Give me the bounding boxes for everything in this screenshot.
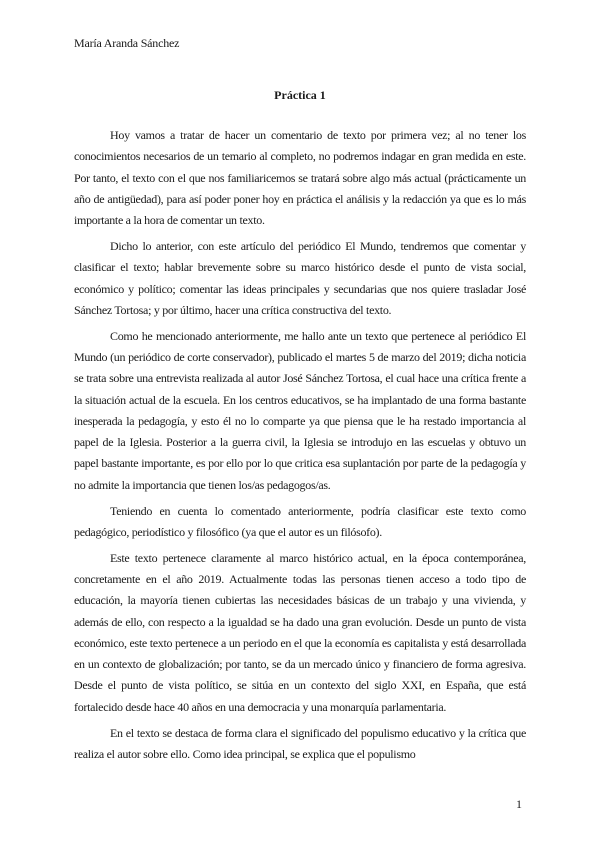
document-body: [74, 125, 526, 770]
header-author: María Aranda Sánchez: [74, 36, 180, 50]
paragraph-3: Como he mencionado anteriormente, me hallo ante un texto que pertenece al periódico El Mundo (un periódico de corte conservador), publicado el martes 5 de marzo del 2019; dicha noticia se trata sobre una entrevista realizada al autor José Sánchez Tortosa, el cual hace una crítica frente a la situación actual de la escuela. En los centros educativos, se ha implantado de una forma bastante inesperada la pedagogía, y esto él no lo comparte ya que piensa que le ha restado importancia al papel de la Iglesia. Posterior a la guerra civil, la Iglesia se introdujo en las escuelas y obtuvo un papel bastante importante, es por ello por lo que critica esa suplantación por parte de la pedagogía y no admite la importancia que tienen los/as pedagogos/as.: [74, 328, 526, 492]
paragraph-2: Dicho lo anterior, con este artículo del periódico El Mundo, tendremos que comentar y clasificar el texto; hablar brevemente sobre su marco histórico desde el punto de vista social, económico y político; comentar las ideas principales y secundarias que nos quiere trasladar José Sánchez Tortosa; y por último, hacer una crítica constructiva del texto.: [74, 238, 526, 317]
page-number: 1: [516, 797, 522, 811]
paragraph-4: Teniendo en cuenta lo comentado anteriormente, podría clasificar este texto como pedagógico, periodístico y filosófico (ya que el autor es un filósofo).: [74, 503, 526, 539]
paragraph-5: Este texto pertenece claramente al marco histórico actual, en la época contemporánea, concretamente en el año 2019. Actualmente todas las personas tienen acceso a todo tipo de educación, la mayoría tienen cubiertas las necesidades básicas de un trabajo y una vivienda, y además de ello, con respecto a la igualdad se ha dado una gran evolución. Desde un punto de vista económico, este texto pertenece a un periodo en el que la economía es capitalista y está desarrollada en un contexto de globalización; por tanto, se da un mercado único y financiero de forma agresiva. Desde el punto de vista político, se sitúa en un contexto del siglo XXI, en España, que está fortalecido desde hace 40 años en una democracia y una monarquía parlamentaria.: [74, 550, 526, 714]
document-title: Práctica 1: [274, 88, 326, 102]
paragraph-6: En el texto se destaca de forma clara el significado del populismo educativo y la crítica que realiza el autor sobre ello. Como idea principal, se explica que el populismo: [74, 725, 526, 761]
paragraph-1: Hoy vamos a tratar de hacer un comentario de texto por primera vez; al no tener los conocimientos necesarios de un temario al completo, no podremos indagar en gran medida en este. Por tanto, el texto con el que nos familiaricemos se tratará sobre algo más actual (prácticamente un año de antigüedad), para así poder poner hoy en práctica el análisis y la redacción ya que es lo más importante a la hora de comentar un texto.: [74, 128, 526, 228]
